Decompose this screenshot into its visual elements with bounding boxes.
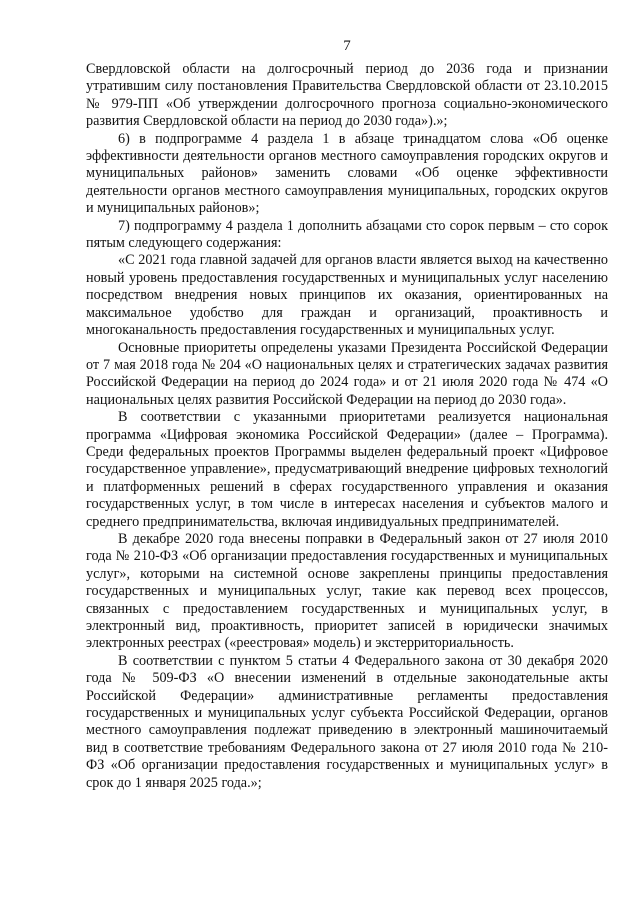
- paragraph-item-6: 6) в подпрограмме 4 раздела 1 в абзаце тринадцатом слова «Об оценке эффективности деятельности органов местного самоуправления городских округов и муниципальных районов» заменить словами «Об оценке эффективности деятельности органов местного самоуправления муниципальных, городских округов и муниципальных районов»;: [86, 130, 608, 217]
- paragraph-admin-regulations: В соответствии с пунктом 5 статьи 4 Федерального закона от 30 декабря 2020 года № 509-ФЗ «О внесении изменений в отдельные законодательные акты Российской Федерации» административные регламенты предоставления государственных и муниципальных услуг субъекта Российской Федерации, органов местного самоуправления подлежат приведению в электронный машиночитаемый вид в соответствие требованиям Федерального закона от 27 июля 2010 года № 210-ФЗ «Об организации предоставления государственных и муниципальных услуг» в срок до 1 января 2025 года.»;: [86, 652, 608, 791]
- paragraph-law-amendments: В декабре 2020 года внесены поправки в Федеральный закон от 27 июля 2010 года № 210-ФЗ «Об организации предоставления государственных и муниципальных услуг», которыми на системной основе закреплены принципы предоставления государственных и муниципальных услуг, такие как перевод всех процессов, связанных с предоставлением государственных и муниципальных услуг, в электронный вид, проактивность, приоритет записей в юридически значимых электронных реестрах («реестровая» модель) и экстерриториальность.: [86, 530, 608, 652]
- paragraph-continuation: Свердловской области на долгосрочный период до 2036 года и признании утратившим силу постановления Правительства Свердловской области от 23.10.2015 № 979-ПП «Об утверждении долгосрочного прогноза социально-экономического развития Свердловской области на период до 2030 года»).»;: [86, 61, 608, 130]
- paragraph-quote-intro: «С 2021 года главной задачей для органов власти является выход на качественно новый уровень предоставления государственных и муниципальных услуг населению посредством внедрения новых принципов их оказания, ориентированных на максимальное удобство для граждан и организаций, проактивность и многоканальность предоставления государственных и муниципальных услуг.: [86, 252, 608, 339]
- paragraph-item-7: 7) подпрограмму 4 раздела 1 дополнить абзацами сто сорок первым – сто сорок пятым следующего содержания:: [86, 217, 608, 252]
- paragraph-national-program: В соответствии с указанными приоритетами реализуется национальная программа «Цифровая экономика Российской Федерации» (далее – Программа). Среди федеральных проектов Программы выделен федеральный проект «Цифровое государственное управление», предусматривающий внедрение цифровых технологий и платформенных решений в сферах государственного управления и оказания государственных услуг, в том числе в интересах населения и субъектов малого и среднего предпринимательства, включая индивидуальных предпринимателей.: [86, 409, 608, 530]
- document-body: [86, 61, 608, 792]
- page-number: 7: [343, 38, 351, 54]
- paragraph-priorities: Основные приоритеты определены указами Президента Российской Федерации от 7 мая 2018 года № 204 «О национальных целях и стратегических задачах развития Российской Федерации на период до 2024 года» и от 21 июля 2020 года № 474 «О национальных целях развития Российской Федерации на период до 2030 года».: [86, 339, 608, 408]
